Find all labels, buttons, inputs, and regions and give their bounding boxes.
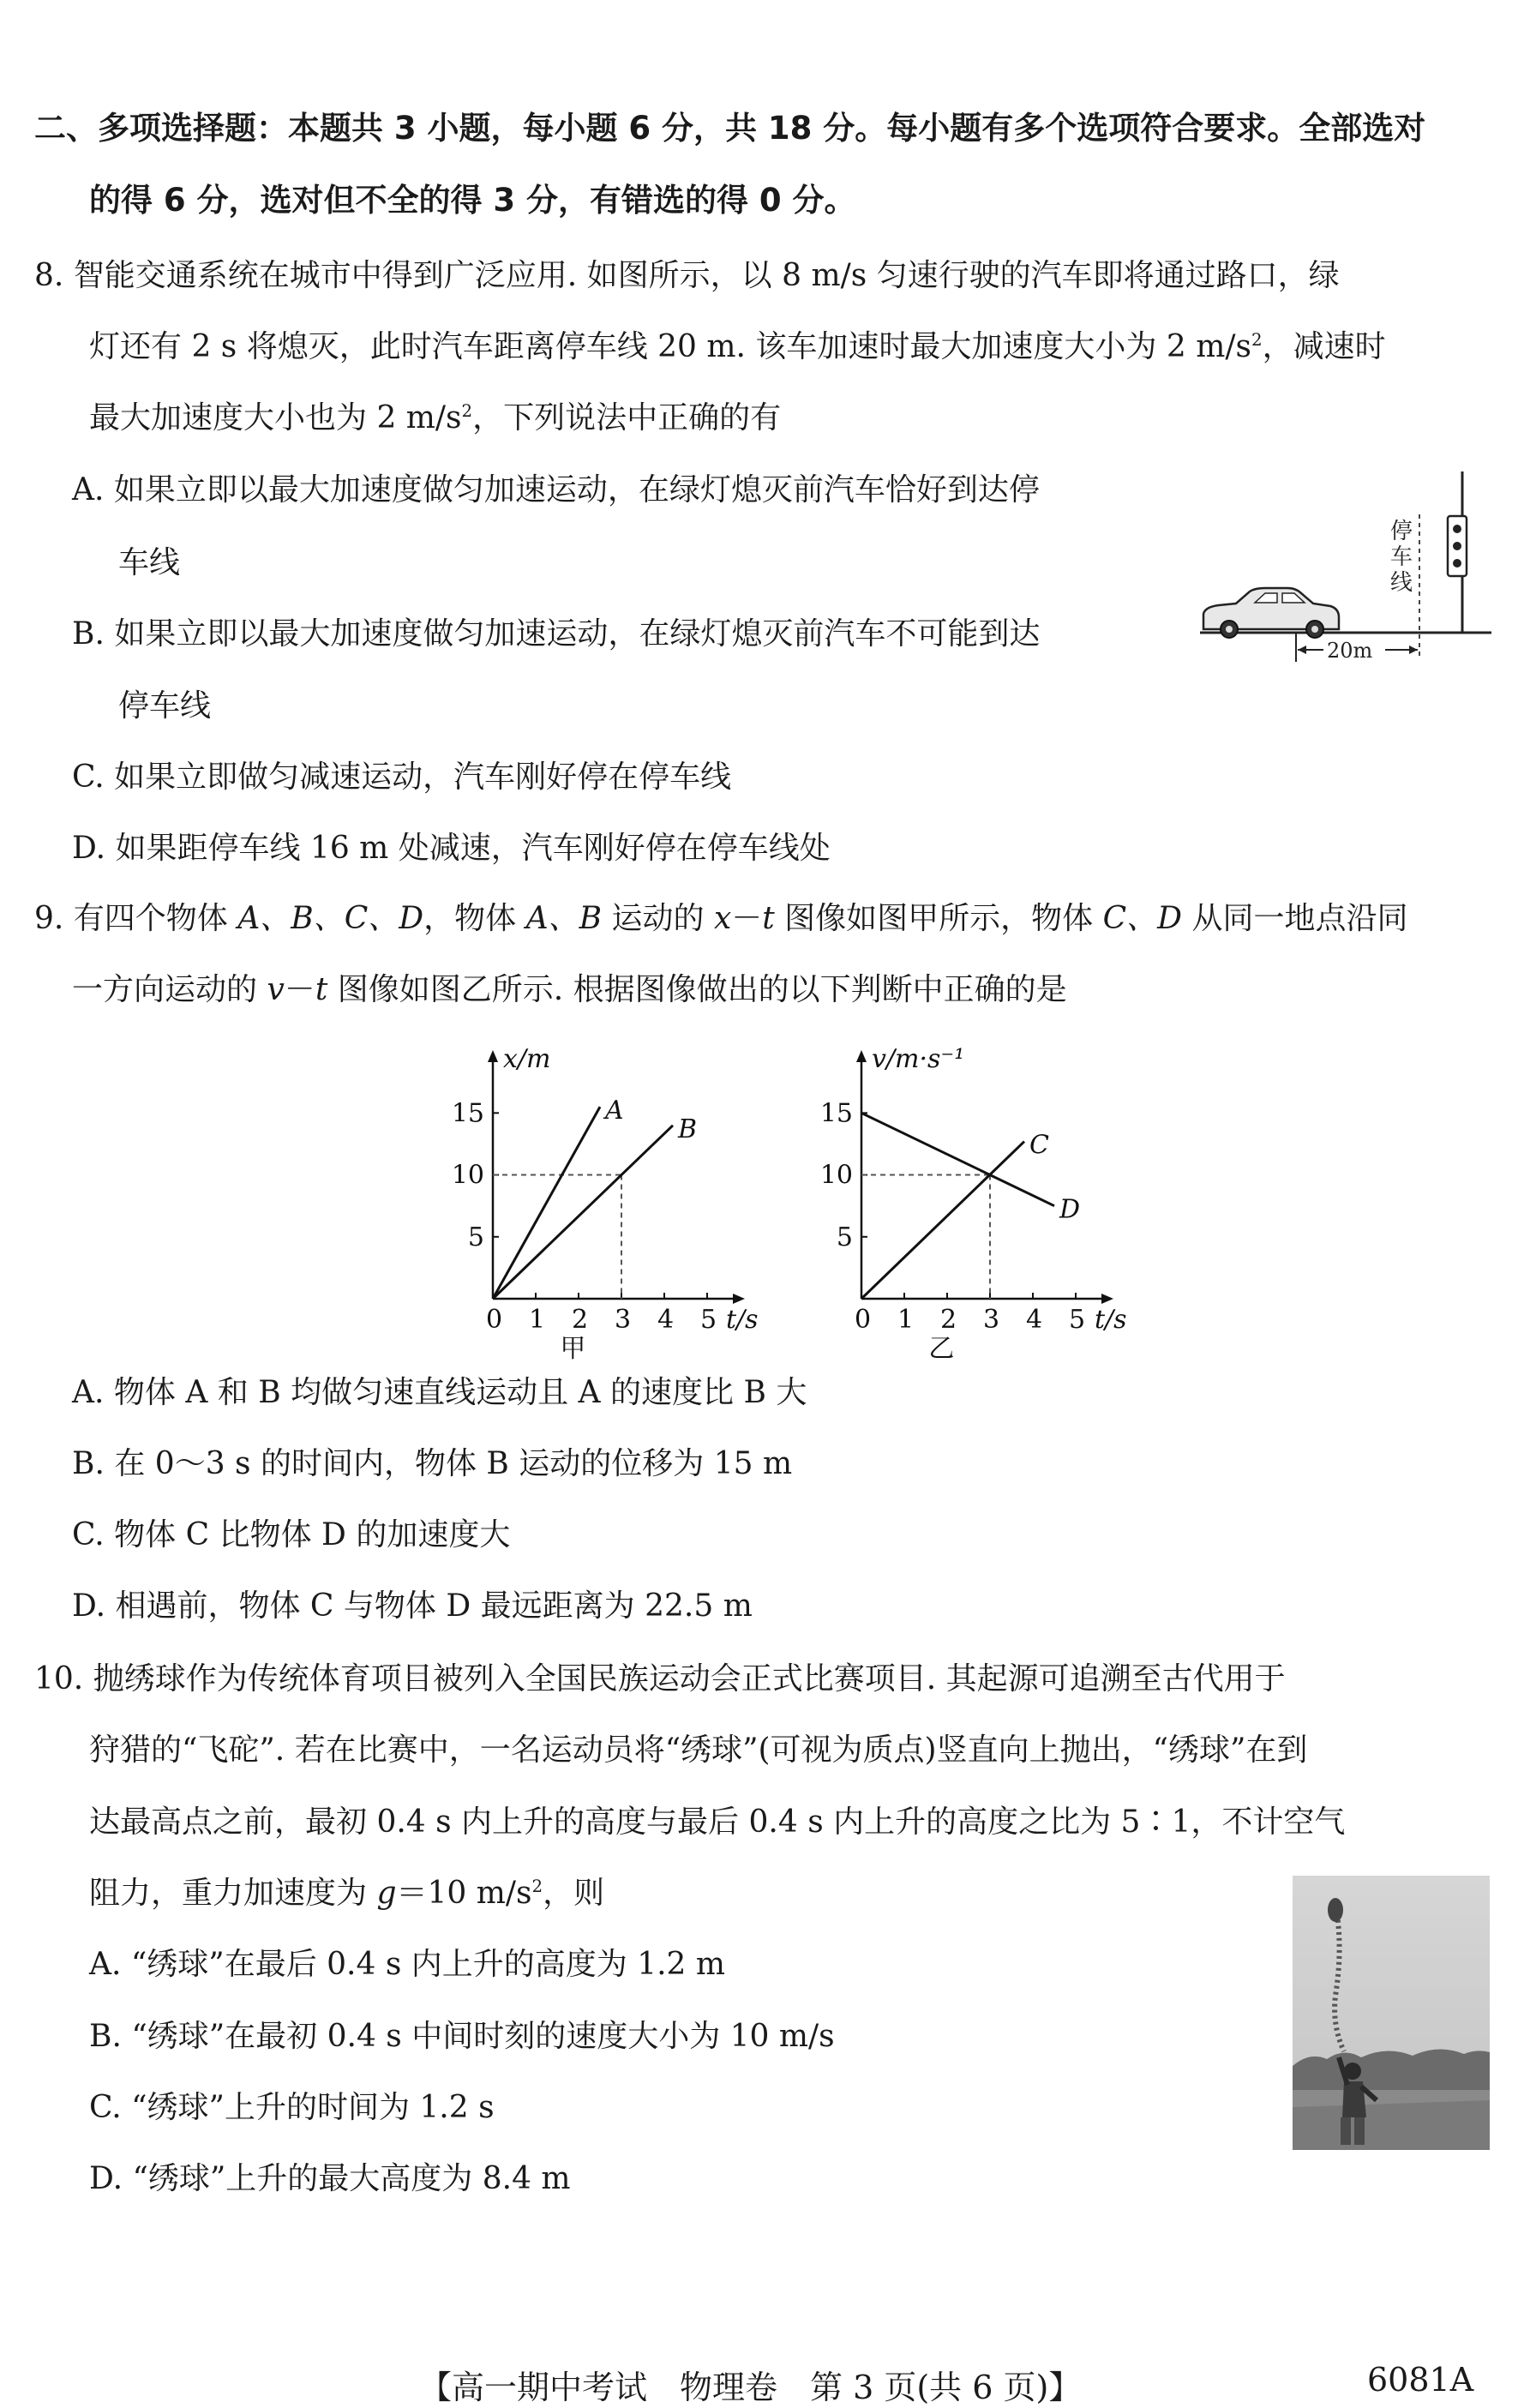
page-footer: 【高一期中考试 物理卷 第 3 页(共 6 页)】 <box>419 2369 1082 2406</box>
distance-label: 20m <box>1327 639 1373 663</box>
chart-yi-xtick-label-4: 4 <box>1026 1305 1043 1335</box>
chart-x-t-jia <box>450 1042 759 1364</box>
chart-yi-xtick-label-5: 5 <box>1069 1305 1086 1335</box>
traffic-light-icon <box>1448 471 1467 633</box>
section-header-line1: 二、多项选择题：本题共 3 小题，每小题 6 分，共 18 分。每小题有多个选项符合要求。全部选对 <box>34 110 1426 147</box>
q10-stem-line4: 阻力，重力加速度为 g＝10 $m/s^2$，则 <box>89 1876 605 1911</box>
chart-yi-ytick-label-5: 5 <box>836 1222 853 1252</box>
q10-option-c: C. “绣球”上升的时间为 1.2 s <box>89 2090 495 2125</box>
chart-jia-xtick-label-3: 3 <box>615 1305 632 1335</box>
q8-stem-line2: 灯还有 2 s 将熄灭，此时汽车距离停车线 20 m. 该车加速时最大加速度大小为 2 $m/s^2$，减速时 <box>89 329 1386 364</box>
chart-jia-axes <box>450 1042 745 1333</box>
q8-stem-line1: 8. 智能交通系统在城市中得到广泛应用. 如图所示，以 8 m/s 匀速行驶的汽车即将通过路口，绿 <box>34 258 1340 293</box>
chart-jia-caption: 甲 <box>560 1334 586 1364</box>
q10-stem-line2: 狩猎的“飞砣”. 若在比赛中，一名运动员将“绣球”(可视为质点)竖直向上抛出，“绣球”在到 <box>89 1732 1308 1768</box>
section-header-line2: 的得 6 分，选对但不全的得 3 分，有错选的得 0 分。 <box>89 182 856 219</box>
q9-option-d: D. 相遇前，物体 C 与物体 D 最远距离为 22.5 m <box>72 1588 753 1624</box>
q10-option-b: B. “绣球”在最初 0.4 s 中间时刻的速度大小为 10 m/s <box>89 2019 835 2054</box>
chart-yi-caption: 乙 <box>928 1334 955 1364</box>
chart-yi-xtick-label-3: 3 <box>983 1305 1000 1335</box>
q9-stem-line2: 一方向运动的 v－t 图像如图乙所示. 根据图像做出的以下判断中正确的是 <box>72 972 1067 1007</box>
q9-option-c: C. 物体 C 比物体 D 的加速度大 <box>72 1517 511 1552</box>
chart-jia-series-label-A: A <box>605 1096 624 1126</box>
page-code: 6081A <box>1367 2361 1474 2399</box>
q8-traffic-figure <box>1191 463 1491 669</box>
q8-option-b-line2: 停车线 <box>118 688 212 724</box>
q8-option-c: C. 如果立即做匀减速运动，汽车刚好停在停车线 <box>72 760 732 795</box>
chart-yi-xtick-label-2: 2 <box>940 1305 957 1335</box>
stop-line-label-2: 车 <box>1390 544 1413 570</box>
chart-yi-xtick-label-0: 0 <box>855 1305 872 1335</box>
q9-option-b: B. 在 0～3 s 的时间内，物体 B 运动的位移为 15 m <box>72 1446 793 1481</box>
chart-yi-ytick-label-10: 10 <box>819 1160 853 1191</box>
q8-option-b-line1: B. 如果立即以最大加速度做匀加速运动，在绿灯熄灭前汽车不可能到达 <box>72 616 1041 652</box>
q10-stem-line3: 达最高点之前，最初 0.4 s 内上升的高度与最后 0.4 s 内上升的高度之比为 5∶1，不计空气 <box>89 1804 1346 1840</box>
stop-line-label-1: 停 <box>1390 519 1413 544</box>
chart-jia-xtick-label-2: 2 <box>572 1305 589 1335</box>
q8-option-a-line2: 车线 <box>118 545 181 580</box>
q8-option-a-line1: A. 如果立即以最大加速度做匀加速运动，在绿灯熄灭前汽车恰好到达停 <box>72 472 1040 507</box>
q8-stem-line3: 最大加速度大小也为 2 $m/s^2$，下列说法中正确的有 <box>89 400 782 435</box>
q9-stem-line1: 9. 有四个物体 A、B、C、D，物体 A、B 运动的 x－t 图像如图甲所示，物体 C、D 从同一地点沿同 <box>34 901 1408 936</box>
chart-yi-series-label-D: D <box>1059 1194 1081 1225</box>
chart-jia-xlabel: t/s <box>726 1305 759 1335</box>
chart-jia-series-label-B: B <box>678 1114 698 1144</box>
chart-yi-xlabel: t/s <box>1095 1305 1127 1335</box>
chart-jia-ytick-label-15: 15 <box>451 1098 484 1129</box>
athlete-photo <box>1293 1876 1490 2150</box>
chart-jia-ylabel: x/m <box>503 1044 551 1074</box>
chart-jia-xtick-label-5: 5 <box>700 1305 717 1335</box>
q10-option-d: D. “绣球”上升的最大高度为 8.4 m <box>89 2161 571 2196</box>
chart-jia-xtick-label-0: 0 <box>486 1305 503 1335</box>
chart-yi-xtick-label-1: 1 <box>897 1305 915 1335</box>
q10-stem-line1: 10. 抛绣球作为传统体育项目被列入全国民族运动会正式比赛项目. 其起源可追溯至古代用于 <box>34 1661 1286 1696</box>
chart-jia-ytick-label-10: 10 <box>451 1160 484 1191</box>
chart-jia-xtick-label-1: 1 <box>529 1305 546 1335</box>
chart-jia-ytick-label-5: 5 <box>467 1222 484 1252</box>
car-icon <box>1203 588 1339 638</box>
chart-yi-ytick-label-15: 15 <box>819 1098 853 1129</box>
chart-yi-ylabel: v/m·s⁻¹ <box>872 1044 965 1074</box>
q10-option-a: A. “绣球”在最后 0.4 s 内上升的高度为 1.2 m <box>89 1947 726 1982</box>
chart-v-t-yi <box>819 1042 1127 1364</box>
stop-line-label-3: 线 <box>1390 570 1413 596</box>
chart-jia-xtick-label-4: 4 <box>657 1305 675 1335</box>
chart-yi-axes <box>819 1042 1113 1333</box>
q8-option-d: D. 如果距停车线 16 m 处减速，汽车刚好停在停车线处 <box>72 831 831 866</box>
q9-option-a: A. 物体 A 和 B 均做匀速直线运动且 A 的速度比 B 大 <box>72 1375 807 1410</box>
chart-yi-series-label-C: C <box>1029 1130 1049 1161</box>
